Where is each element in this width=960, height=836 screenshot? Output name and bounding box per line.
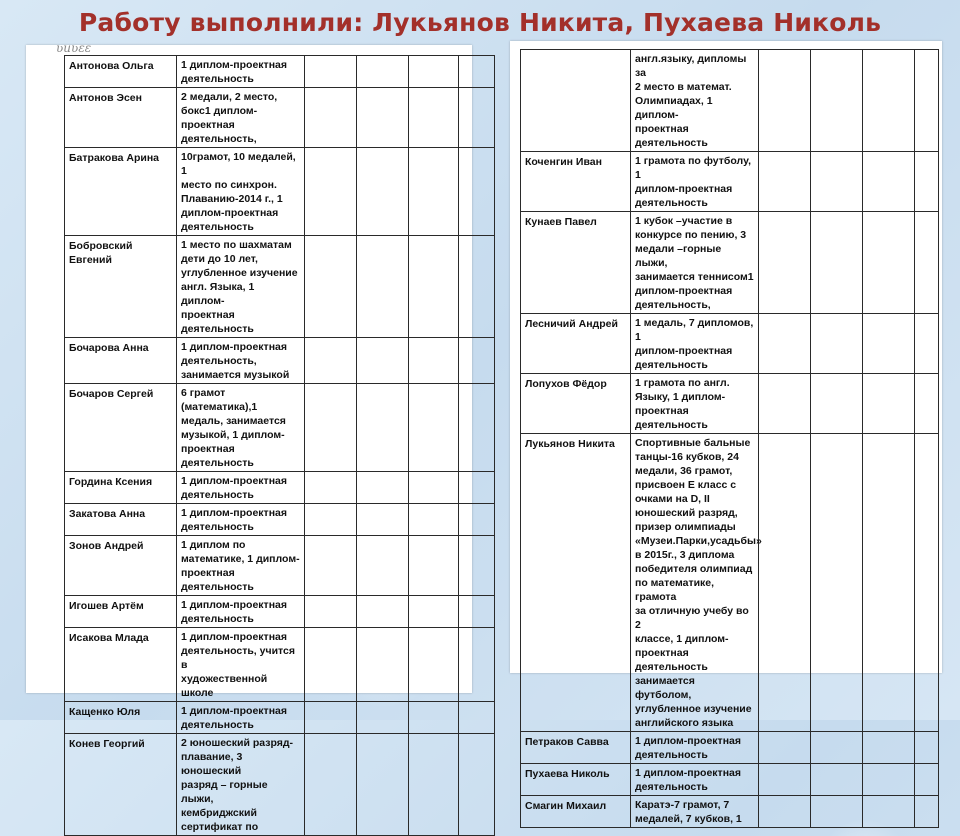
student-name-cell: Исакова Млада [65, 628, 177, 702]
achievement-line: английского языка [635, 717, 734, 729]
empty-cell [357, 236, 409, 338]
achievement-line: углубленное изучение [635, 703, 752, 715]
achievement-line: Спортивные бальные [635, 437, 751, 449]
empty-cell [409, 88, 459, 148]
achievement-line: Плаванию-2014 г., 1 [181, 193, 283, 205]
empty-cell [357, 338, 409, 384]
student-name-cell: Бобровский Евгений [65, 236, 177, 338]
empty-cell [409, 236, 459, 338]
achievements-cell [631, 732, 759, 764]
achievement-line: диплом-проектная [635, 345, 733, 357]
empty-cell [459, 628, 495, 702]
table-row [521, 764, 939, 796]
empty-cell [409, 734, 459, 836]
achievement-line: конкурсе по пению, 3 [635, 229, 747, 241]
achievement-line: сертификат по [181, 821, 259, 833]
table-row [65, 628, 495, 702]
achievement-line: 1 диплом по [181, 539, 246, 551]
empty-cell [305, 384, 357, 472]
achievement-line: классе, 1 диплом- [635, 633, 729, 645]
student-name-cell: Конев Георгий [65, 734, 177, 836]
student-name-cell: Гордина Ксения [65, 472, 177, 504]
achievement-line: англ.языку, дипломы за [635, 53, 747, 79]
empty-cell [863, 796, 915, 828]
achievement-line: математике, 1 диплом- [181, 553, 300, 565]
achievements-cell [631, 152, 759, 212]
empty-cell [305, 536, 357, 596]
achievement-line: «Музеи.Парки,усадьбы» [635, 535, 762, 547]
empty-cell [305, 504, 357, 536]
empty-cell [811, 732, 863, 764]
achievement-line: медалей, 7 кубков, 1 [635, 813, 742, 825]
achievement-line: деятельность [181, 489, 254, 501]
empty-cell [357, 628, 409, 702]
achievement-line: художественной школе [181, 673, 268, 699]
student-name-cell: Кунаев Павел [521, 212, 631, 314]
achievement-line: проектная деятельность [181, 567, 254, 593]
empty-cell [409, 148, 459, 236]
achievement-line: 1 медаль, 7 дипломов, 1 [635, 317, 754, 343]
achievement-line: диплом-проектная [635, 183, 733, 195]
empty-cell [357, 384, 409, 472]
student-name-cell [521, 50, 631, 152]
table-row [65, 88, 495, 148]
student-name-cell: Зонов Андрей [65, 536, 177, 596]
achievements-cell [177, 148, 305, 236]
achievement-line: 1 грамота по англ. [635, 377, 730, 389]
achievement-line: 2 юношеский разряд- [181, 737, 294, 749]
achievement-line: 1 диплом-проектная [181, 507, 288, 519]
achievement-line: деятельность, [181, 133, 257, 145]
empty-cell [759, 732, 811, 764]
empty-cell [305, 338, 357, 384]
empty-cell [409, 702, 459, 734]
empty-cell [915, 732, 939, 764]
achievement-line: диплом-проектная [635, 285, 733, 297]
achievement-line: деятельность [181, 73, 254, 85]
achievements-cell [631, 212, 759, 314]
achievement-line: деятельность, [635, 299, 711, 311]
scanned-page-left [26, 41, 472, 833]
empty-cell [357, 504, 409, 536]
student-name-cell: Лукьянов Никита [521, 434, 631, 732]
achievement-line: 1 диплом-проектная [181, 599, 288, 611]
table-row [521, 50, 939, 152]
achievement-line: деятельность, учится в [181, 645, 295, 671]
empty-cell [915, 152, 939, 212]
achievement-line: дети до 10 лет, [181, 253, 258, 265]
empty-cell [811, 764, 863, 796]
empty-cell [863, 314, 915, 374]
achievement-line: очками на D, II [635, 493, 710, 505]
table-row [521, 314, 939, 374]
empty-cell [811, 212, 863, 314]
empty-cell [459, 734, 495, 836]
achievements-cell [177, 734, 305, 836]
scanned-page-right [510, 41, 942, 825]
empty-cell [357, 536, 409, 596]
achievement-line: 2 медали, 2 место, [181, 91, 278, 103]
empty-cell [305, 56, 357, 88]
achievement-line: 6 грамот (математика),1 [181, 387, 258, 413]
empty-cell [357, 596, 409, 628]
student-name-cell: Закатова Анна [65, 504, 177, 536]
empty-cell [811, 314, 863, 374]
empty-cell [357, 56, 409, 88]
achievement-line: за отличную учебу во 2 [635, 605, 749, 631]
achievement-line: музыкой, 1 диплом- [181, 429, 285, 441]
student-name-cell: Антонов Эсен [65, 88, 177, 148]
achievement-line: проектная деятельность [181, 309, 254, 335]
empty-cell [915, 374, 939, 434]
achievement-line: деятельность [635, 197, 708, 209]
table-row [65, 734, 495, 836]
student-name-cell: Антонова Ольга [65, 56, 177, 88]
achievement-line: 1 диплом-проектная [635, 735, 742, 747]
student-name-cell: Кащенко Юля [65, 702, 177, 734]
empty-cell [759, 374, 811, 434]
empty-cell [759, 764, 811, 796]
achievement-line: место по синхрон. [181, 179, 277, 191]
empty-cell [759, 314, 811, 374]
achievement-line: плавание, 3 юношеский [181, 751, 243, 777]
achievement-line: занимается теннисом1 [635, 271, 754, 283]
achievement-line: 1 грамота по футболу, 1 [635, 155, 752, 181]
table-row [65, 596, 495, 628]
empty-cell [915, 50, 939, 152]
empty-cell [305, 628, 357, 702]
table-row [65, 148, 495, 236]
empty-cell [459, 236, 495, 338]
table-row [521, 374, 939, 434]
empty-cell [811, 50, 863, 152]
table-row [521, 732, 939, 764]
table-row [521, 796, 939, 828]
table-row [65, 338, 495, 384]
achievement-line: англ. Языка, 1 диплом- [181, 281, 255, 307]
students-table-right [520, 49, 939, 828]
achievements-cell [177, 236, 305, 338]
achievement-line: присвоен Е класс с [635, 479, 737, 491]
achievement-line: проектная деятельность [635, 123, 708, 149]
empty-cell [357, 702, 409, 734]
handwritten-mark: ʋuʋɛɛ [56, 41, 92, 55]
student-name-cell: Бочаров Сергей [65, 384, 177, 472]
achievement-line: деятельность [181, 221, 254, 233]
empty-cell [305, 88, 357, 148]
achievements-cell [631, 796, 759, 828]
achievement-line: деятельность [635, 749, 708, 761]
empty-cell [915, 764, 939, 796]
achievement-line: кембриджский [181, 807, 257, 819]
achievements-cell [177, 536, 305, 596]
empty-cell [915, 212, 939, 314]
achievement-line: медали –горные лыжи, [635, 243, 722, 269]
empty-cell [409, 536, 459, 596]
achievements-cell [177, 56, 305, 88]
achievement-line: победителя олимпиад [635, 563, 753, 575]
table-row [65, 384, 495, 472]
table-row [521, 434, 939, 732]
empty-cell [759, 50, 811, 152]
empty-cell [915, 434, 939, 732]
empty-cell [915, 314, 939, 374]
achievement-line: деятельность [181, 521, 254, 533]
empty-cell [459, 384, 495, 472]
empty-cell [459, 596, 495, 628]
students-table-left [64, 55, 495, 836]
achievement-line: Олимпиадах, 1 диплом- [635, 95, 713, 121]
achievement-line: проектная деятельность [181, 443, 254, 469]
student-name-cell: Пухаева Николь [521, 764, 631, 796]
table-row [65, 472, 495, 504]
table-row [521, 212, 939, 314]
achievement-line: медаль, занимается [181, 415, 286, 427]
achievement-line: разряд – горные лыжи, [181, 779, 268, 805]
achievement-line: 1 диплом-проектная [181, 631, 288, 643]
achievements-cell [631, 314, 759, 374]
achievements-cell [631, 50, 759, 152]
empty-cell [409, 384, 459, 472]
empty-cell [459, 148, 495, 236]
achievement-line: занимается музыкой [181, 369, 290, 381]
empty-cell [357, 472, 409, 504]
student-name-cell: Лесничий Андрей [521, 314, 631, 374]
empty-cell [863, 434, 915, 732]
empty-cell [811, 434, 863, 732]
achievement-line: углубленное изучение [181, 267, 298, 279]
achievement-line: 1 диплом-проектная [635, 767, 742, 779]
empty-cell [409, 472, 459, 504]
empty-cell [811, 796, 863, 828]
achievement-line: 1 диплом-проектная [181, 59, 288, 71]
table-row [65, 702, 495, 734]
achievement-line: 1 диплом-проектная [181, 705, 288, 717]
empty-cell [759, 212, 811, 314]
empty-cell [305, 596, 357, 628]
empty-cell [409, 338, 459, 384]
empty-cell [863, 374, 915, 434]
achievements-cell [177, 702, 305, 734]
achievement-line: деятельность, [181, 355, 257, 367]
table-row [521, 152, 939, 212]
empty-cell [811, 374, 863, 434]
empty-cell [811, 152, 863, 212]
empty-cell [305, 148, 357, 236]
achievement-line: бокс1 диплом- [181, 105, 258, 117]
empty-cell [409, 596, 459, 628]
empty-cell [459, 702, 495, 734]
student-name-cell: Бочарова Анна [65, 338, 177, 384]
achievement-line: юношеский разряд, [635, 507, 738, 519]
empty-cell [863, 212, 915, 314]
student-name-cell: Коченгин Иван [521, 152, 631, 212]
achievements-cell [177, 338, 305, 384]
empty-cell [357, 734, 409, 836]
empty-cell [459, 536, 495, 596]
achievements-cell [177, 384, 305, 472]
empty-cell [759, 152, 811, 212]
empty-cell [409, 504, 459, 536]
achievement-line: деятельность [181, 613, 254, 625]
achievements-cell [177, 88, 305, 148]
student-name-cell: Игошев Артём [65, 596, 177, 628]
table-row [65, 536, 495, 596]
achievement-line: 1 кубок –участие в [635, 215, 733, 227]
achievement-line: 1 место по шахматам [181, 239, 292, 251]
table-row [65, 56, 495, 88]
slide-title: Работу выполнили: Лукьянов Никита, Пухаева Николь [78, 8, 882, 37]
table-row [65, 236, 495, 338]
student-name-cell: Петраков Савва [521, 732, 631, 764]
achievement-line: Языку, 1 диплом- [635, 391, 726, 403]
achievements-cell [177, 504, 305, 536]
achievement-line: танцы-16 кубков, 24 [635, 451, 739, 463]
achievements-cell [631, 434, 762, 732]
empty-cell [459, 472, 495, 504]
empty-cell [863, 764, 915, 796]
achievement-line: 1 диплом-проектная [181, 341, 288, 353]
empty-cell [409, 56, 459, 88]
empty-cell [305, 472, 357, 504]
achievement-line: деятельность [635, 359, 708, 371]
achievement-line: 10грамот, 10 медалей, 1 [181, 151, 296, 177]
achievement-line: деятельность [635, 781, 708, 793]
achievements-cell [177, 628, 305, 702]
empty-cell [459, 56, 495, 88]
student-name-cell: Батракова Арина [65, 148, 177, 236]
achievement-line: в 2015г., 3 диплома [635, 549, 735, 561]
achievement-line: проектная [181, 119, 235, 131]
empty-cell [409, 628, 459, 702]
achievement-line: призер олимпиады [635, 521, 736, 533]
achievements-cell [177, 596, 305, 628]
empty-cell [459, 338, 495, 384]
achievement-line: занимается футболом, [635, 675, 695, 701]
student-name-cell: Лопухов Фёдор [521, 374, 631, 434]
table-row [65, 504, 495, 536]
achievement-line: медали, 36 грамот, [635, 465, 733, 477]
achievement-line: проектная деятельность [635, 647, 708, 673]
empty-cell [305, 236, 357, 338]
empty-cell [759, 796, 811, 828]
empty-cell [863, 152, 915, 212]
achievement-line: 1 диплом-проектная [181, 475, 288, 487]
empty-cell [459, 88, 495, 148]
empty-cell [863, 732, 915, 764]
empty-cell [863, 50, 915, 152]
achievement-line: проектная деятельность [635, 405, 708, 431]
achievement-line: Каратэ-7 грамот, 7 [635, 799, 730, 811]
achievement-line: диплом-проектная [181, 207, 279, 219]
achievement-line: по математике, грамота [635, 577, 715, 603]
achievements-cell [631, 764, 759, 796]
achievement-line: деятельность [181, 719, 254, 731]
student-name-cell: Смагин Михаил [521, 796, 631, 828]
empty-cell [357, 88, 409, 148]
empty-cell [305, 702, 357, 734]
empty-cell [759, 434, 811, 732]
achievements-cell [631, 374, 759, 434]
empty-cell [357, 148, 409, 236]
empty-cell [459, 504, 495, 536]
empty-cell [915, 796, 939, 828]
achievement-line: 2 место в математ. [635, 81, 732, 93]
achievements-cell [177, 472, 305, 504]
empty-cell [305, 734, 357, 836]
